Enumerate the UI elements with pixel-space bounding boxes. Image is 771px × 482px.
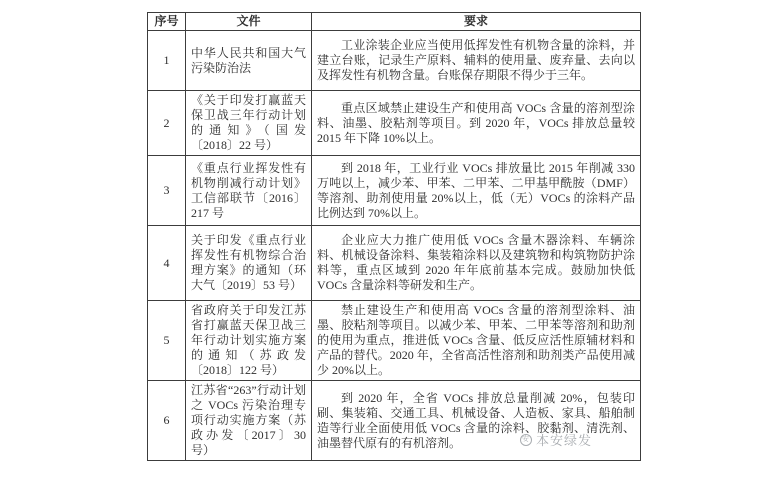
row-document: 关于印发《重点行业挥发性有机物综合治理方案》的通知（环大气〔2019〕53 号） [186, 226, 312, 301]
row-document: 江苏省“263”行动计划之 VOCs 污染治理专项行动实施方案（苏政办发〔2017〕30 号） [186, 381, 312, 461]
row-requirement: 禁止建设生产和使用高 VOCs 含量的溶剂型涂料、油墨、胶粘剂等项目。以减少苯、甲苯、二甲苯等溶剂和助剂的使用为重点，推进低 VOCs 含量、低反应活性原辅材料和产品的替代。2020 年，全省高活性溶剂和助剂类产品使用减少 20%以上。 [312, 301, 641, 381]
table-row [148, 31, 641, 91]
table-row [148, 91, 641, 156]
header-row [148, 13, 641, 31]
table-row [148, 301, 641, 381]
table-row [148, 156, 641, 226]
row-index: 2 [148, 91, 186, 156]
watermark-label: 本安绿发 [536, 433, 593, 448]
row-index: 4 [148, 226, 186, 301]
table-header [148, 13, 641, 31]
table-body [148, 31, 641, 461]
row-document: 《关于印发打赢蓝天保卫战三年行动计划的通知》（国发〔2018〕22 号） [186, 91, 312, 156]
row-requirement: 重点区域禁止建设生产和使用高 VOCs 含量的溶剂型涂料、油墨、胶粘剂等项目。到 2020 年，VOCs 排放总量较 2015 年下降 10%以上。 [312, 91, 641, 156]
row-requirement: 企业应大力推广使用低 VOCs 含量木器涂料、车辆涂料、机械设备涂料、集装箱涂料以及建筑物和构筑物防护涂料等，重点区域到 2020 年年底前基本完成。鼓励加快低 VOCs 含量涂料等研发和生产。 [312, 226, 641, 301]
row-document: 中华人民共和国大气污染防治法 [186, 31, 312, 91]
row-document: 《重点行业挥发性有机物削减行动计划》工信部联节〔2016〕217 号 [186, 156, 312, 226]
row-requirement: 到 2018 年，工业行业 VOCs 排放量比 2015 年削减 330 万吨以上，减少苯、甲苯、二甲苯、二甲基甲酰胺（DMF）等溶剂、助剂使用量 20%以上，低（无）VOCs 的涂料产品比例达到 70%以上。 [312, 156, 641, 226]
row-document: 省政府关于印发江苏省打赢蓝天保卫战三年行动计划实施方案的通知（苏政发〔2018〕122 号） [186, 301, 312, 381]
row-index: 5 [148, 301, 186, 381]
table-row [148, 381, 641, 461]
row-requirement: 到 2020 年，全省 VOCs 排放总量削减 20%，包装印刷、集装箱、交通工具、机械设备、人造板、家具、船舶制造等行业全面使用低 VOCs 含量的涂料、胶黏剂、清洗剂、油墨替代原有的有机溶剂。 [312, 381, 641, 461]
row-index: 6 [148, 381, 186, 461]
watermark-emblem-icon: 安 [520, 434, 532, 446]
row-index: 1 [148, 31, 186, 91]
table-row [148, 226, 641, 301]
header-cell-requirement: 要求 [312, 13, 641, 31]
row-requirement: 工业涂装企业应当使用低挥发性有机物含量的涂料，并建立台账，记录生产原料、辅料的使用量、废弃量、去向以及挥发性有机物含量。台账保存期限不得少于三年。 [312, 31, 641, 91]
header-cell-index: 序号 [148, 13, 186, 31]
header-cell-document: 文件 [186, 13, 312, 31]
row-index: 3 [148, 156, 186, 226]
regulations-table [147, 12, 641, 461]
